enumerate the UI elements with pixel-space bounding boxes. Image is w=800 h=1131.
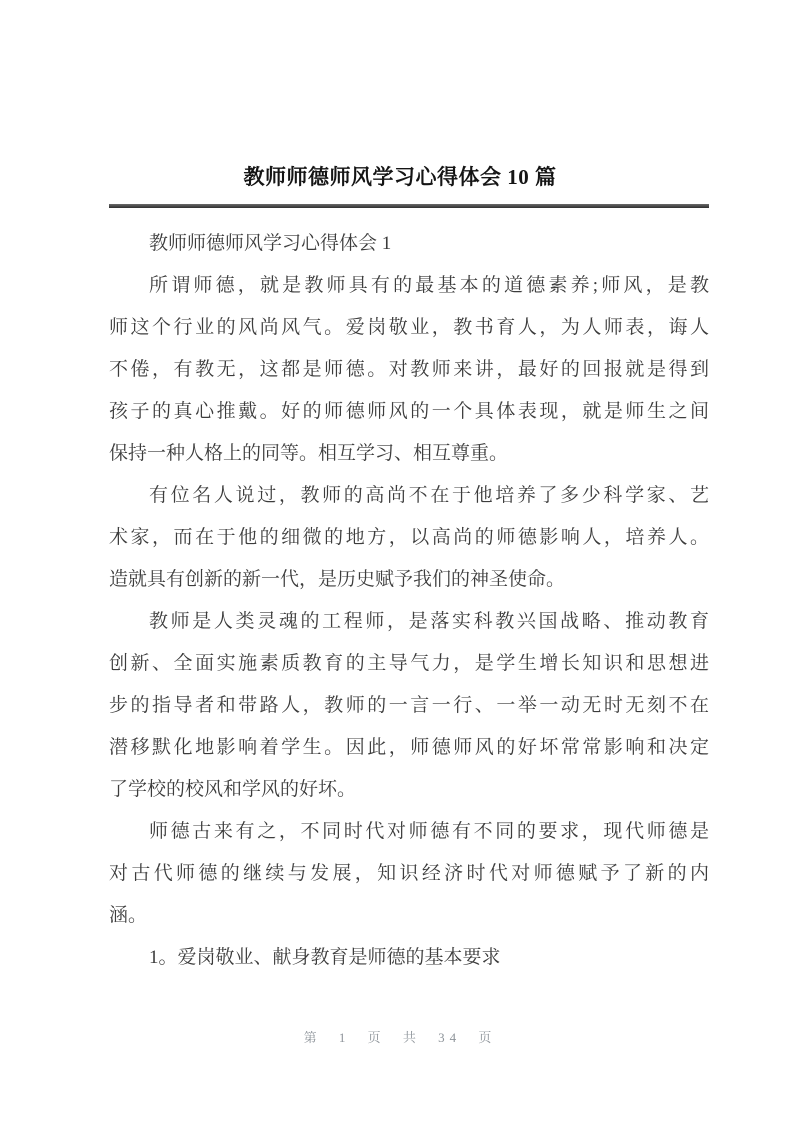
- text-line: 术家，而在于他的细微的地方，以高尚的师德影响人，培养人。: [109, 527, 709, 548]
- text-line: 师德古来有之，不同时代对师德有不同的要求，现代师德是: [149, 821, 709, 842]
- title-divider: [109, 204, 709, 208]
- text-line: 有位名人说过，教师的高尚不在于他培养了多少科学家、艺: [149, 485, 709, 506]
- page-footer: [0, 1028, 800, 1048]
- text-line: 师这个行业的风尚风气。爱岗敬业，教书育人，为人师表，诲人: [109, 317, 709, 338]
- text-line: 孩子的真心推戴。好的师德师风的一个具体表现，就是师生之间: [109, 401, 709, 422]
- page-number-text: 第 1 页 共 34 页: [303, 1030, 497, 1045]
- page-title: 教师师德师风学习心得体会 10 篇: [243, 165, 557, 189]
- text-line: 潜移默化地影响着学生。因此，师德师风的好坏常常影响和决定: [109, 737, 709, 758]
- text-line: 教师师德师风学习心得体会 1: [149, 233, 392, 254]
- text-line: 保持一种人格上的同等。相互学习、相互尊重。: [109, 443, 509, 464]
- text-line: 造就具有创新的新一代，是历史赋予我们的神圣使命。: [109, 569, 566, 590]
- text-line: 对古代师德的继续与发展，知识经济时代对师德赋予了新的内: [109, 863, 709, 884]
- document-body: [109, 223, 709, 979]
- text-line: 不倦，有教无，这都是师德。对教师来讲，最好的回报就是得到: [109, 359, 709, 380]
- text-line: 涵。: [109, 905, 148, 926]
- text-line: 1。爱岗敬业、献身教育是师德的基本要求: [149, 947, 501, 968]
- text-line: 所谓师德，就是教师具有的最基本的道德素养;师风，是教: [149, 275, 709, 296]
- text-line: 教师是人类灵魂的工程师，是落实科教兴国战略、推动教育: [149, 611, 709, 632]
- text-line: 创新、全面实施素质教育的主导气力，是学生增长知识和思想进: [109, 653, 709, 674]
- text-line: 步的指导者和带路人，教师的一言一行、一举一动无时无刻不在: [109, 695, 709, 716]
- text-line: 了学校的校风和学风的好坏。: [109, 779, 357, 800]
